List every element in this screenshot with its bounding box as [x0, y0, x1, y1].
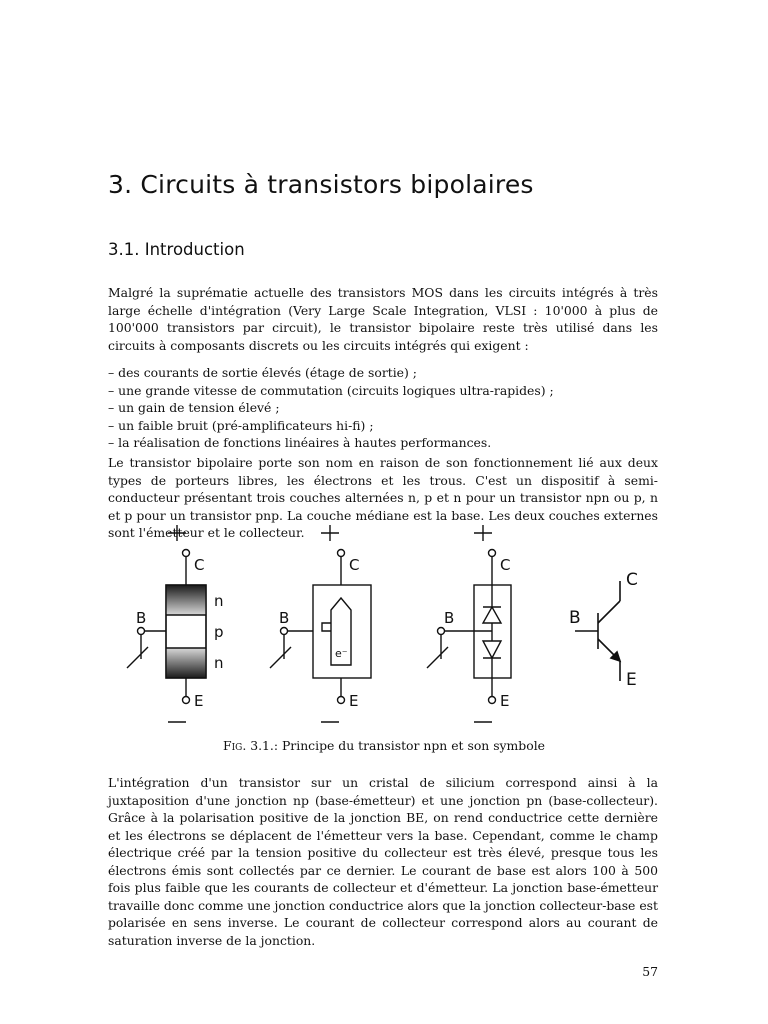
figure-caption [0, 738, 768, 753]
section-title: 3.1. Introduction [108, 240, 245, 259]
emitter-label: E [500, 692, 510, 710]
emitter-label: E [194, 692, 204, 710]
list-item: – un faible bruit (pré-amplificateurs hi-fi) ; [108, 417, 374, 433]
list-item: – une grande vitesse de commutation (circuits logiques ultra-rapides) ; [108, 382, 554, 398]
collector-label: C [349, 556, 360, 574]
list-item: – des courants de sortie élevés (étage de sortie) ; [108, 365, 417, 380]
npn-transistor-symbol [575, 581, 620, 681]
figure-caption-text: Principe du transistor npn et son symbole [278, 738, 545, 753]
layer-n-label: n [214, 592, 224, 610]
intro-paragraph: Malgré la suprématie actuelle des transistors MOS dans les circuits intégrés à très large échelle d'intégration (Very Large Scale Integration, VLSI : 10'000 à plus de 100'000 transistors par circuit), le transistor bipolaire reste très utilisé dans les circuits à composants discrets ou les circuits intégrés qui exigent : [108, 285, 658, 353]
transistor-figure [108, 525, 668, 730]
base-label: B [136, 609, 147, 627]
base-label: B [569, 608, 581, 628]
list-item: – un gain de tension élevé ; [108, 400, 280, 415]
collector-label: C [194, 556, 205, 574]
emitter-label: E [349, 692, 359, 710]
diode-model-diagram [427, 525, 511, 722]
page-number: 57 [642, 964, 658, 979]
electron-label: e⁻ [335, 647, 348, 660]
collector-label: C [500, 556, 511, 574]
emitter-label: E [626, 670, 637, 690]
figure-caption-label: Fig. 3.1.: [222, 738, 279, 753]
chapter-title: 3. Circuits à transistors bipolaires [108, 170, 534, 199]
transistor-description-paragraph: Le transistor bipolaire porte son nom en raison de son fonctionnement lié aux deux types de porteurs libres, les électrons et les trous. C'est un dispositif à semi-conducteur présentant trois couches alternées n, p et n pour un transistor npn ou p, n et p pour un transistor pnp. La couche médiane est la base. Les deux couches externes sont l'émetteur et le collecteur. [108, 455, 658, 540]
base-label: B [279, 609, 290, 627]
layer-p-label: p [214, 623, 224, 641]
integration-paragraph: L'intégration d'un transistor sur un cristal de silicium correspond ainsi à la juxtaposition d'une jonction np (base-émetteur) et une jonction pn (base-collecteur). Grâce à la polarisation positive de la jonction BE, on rend conductrice cette dernière et les électrons se déplacent de l'émetteur vers la base. Cependant, comme le champ électrique créé par la tension positive du collecteur est très élevé, presque tous les électrons émis sont collectés par ce dernier. Le courant de base est alors 100 à 500 fois plus faible que les courants de collecteur et d'émetteur. La jonction base-émetteur travaille donc comme une jonction conductrice alors que la jonction collecteur-base est polarisée en sens inverse. Le courant de collecteur correspond alors au courant de saturation inverse de la jonction. [108, 775, 658, 948]
collector-label: C [626, 570, 638, 590]
requirements-list [108, 364, 668, 452]
list-item: – la réalisation de fonctions linéaires à hautes performances. [108, 435, 492, 450]
base-label: B [444, 609, 455, 627]
layer-n-label: n [214, 654, 224, 672]
